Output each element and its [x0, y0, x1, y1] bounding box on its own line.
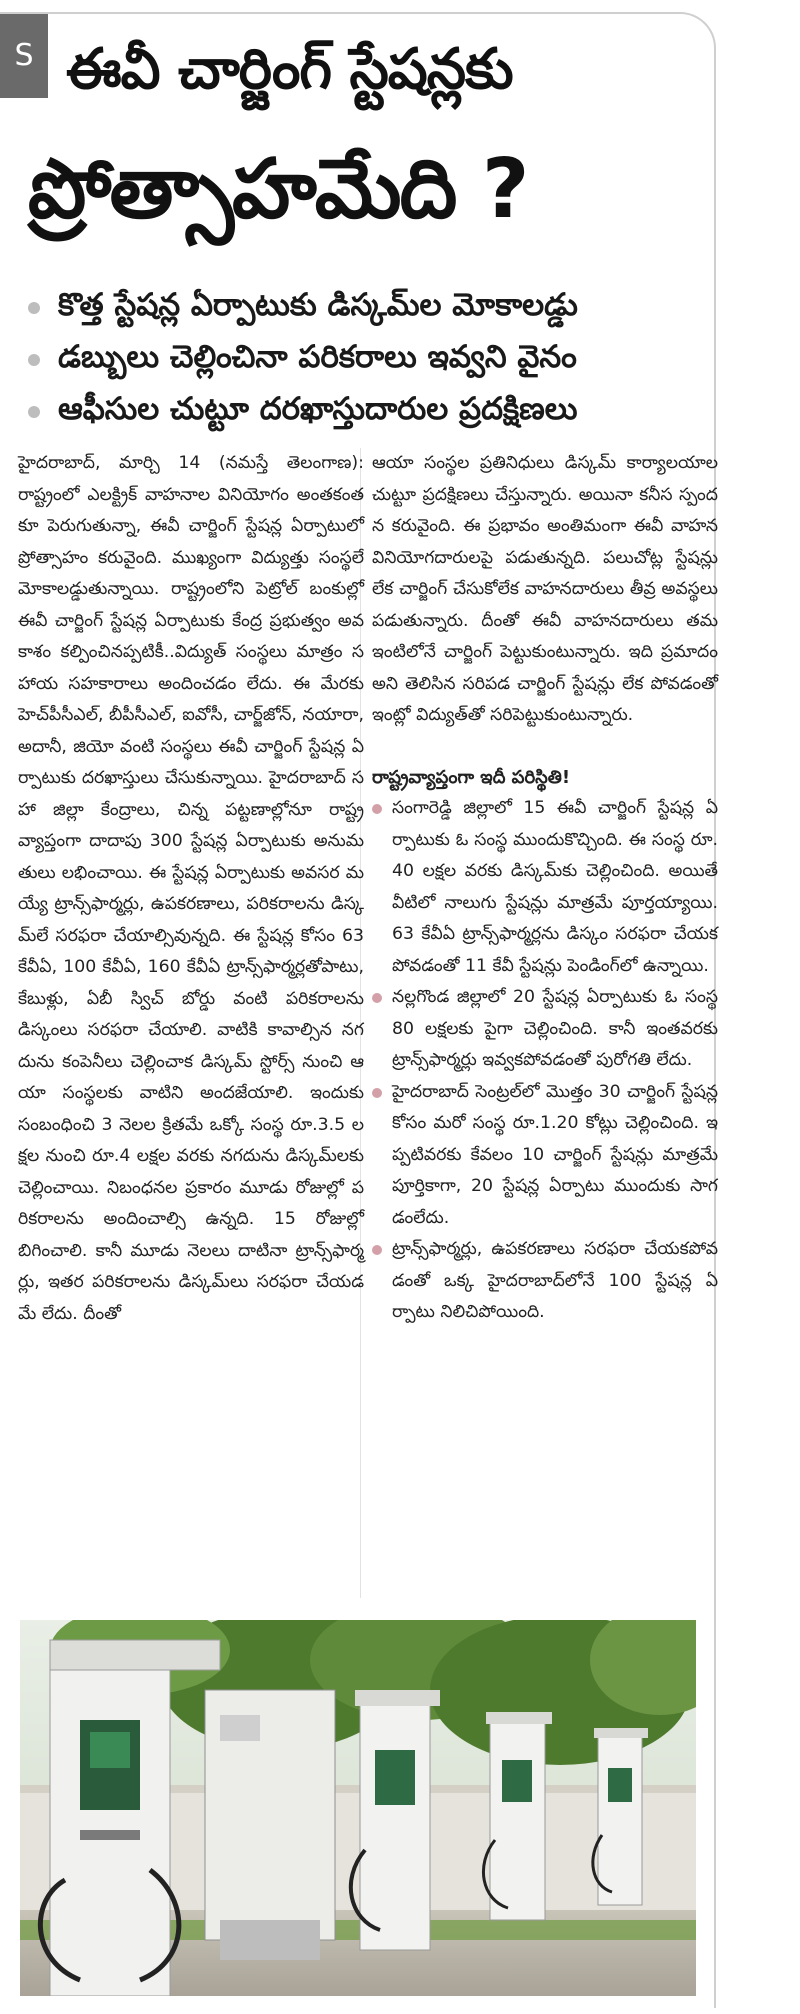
- section-tab: S: [0, 14, 48, 98]
- article-body-text: హైదరాబాద్, మార్చి 14 (నమస్తే తెలంగాణ): రాష్ట్రంలో ఎలక్ట్రిక్ వాహనాల వినియోగం అంతకంతకూ పెరుగుతున్నా, ఈవీ చార్జింగ్ స్టేషన్ల ఏర్పాటులో ప్రోత్సాహం కరువైంది. ముఖ్యంగా విద్యుత్తు సంస్థలే మోకాలడ్డుతున్నాయి. రాష్ట్రంలోని పెట్రోల్ బంకుల్లో ఈవీ చార్జింగ్ స్టేషన్ల ఏర్పాటుకు కేంద్ర ప్రభుత్వం అవకాశం కల్పించినప్పటికీ..విద్యుత్ సంస్థలు మాత్రం సహాయ సహకారాలు అందించడం లేదు. ఈ మేరకు హెచ్‌పీసీఎల్, బీపీసీఎల్, ఐవోసీ, చార్జ్‌జోన్, నయారా, అదానీ, జియో వంటి సంస్థలు ఈవీ చార్జింగ్ స్టేషన్ల ఏర్పాటుకు దరఖాస్తులు చేసుకున్నాయి. హైదరాబాద్ సహా జిల్లా కేంద్రాలు, చిన్న పట్టణాల్లోనూ రాష్ట్రవ్యాప్తంగా దాదాపు 300 స్టేషన్ల ఏర్పాటుకు అనుమతులు లభించాయి. ఈ స్టేషన్ల ఏర్పాటుకు అవసర మయ్యే ట్రాన్స్‌ఫార్మర్లు, ఉపకరణాలు, పరికరాలను డిస్కమ్‌లే సరఫరా చేయాల్సివున్నది. ఈ స్టేషన్ల కోసం 63 కేవీఏ, 100 కేవీఏ, 160 కేవీఏ ట్రాన్స్‌ఫార్మర్లతోపాటు, కేబుళ్లు, ఏబీ స్విచ్ బోర్డు వంటి పరికరాలను డిస్కంలు సరఫరా చేయాలి. వాటికి కావాల్సిన నగదును కంపెనీలు చెల్లించాక డిస్కమ్ స్టోర్స్ నుంచి ఆయా సంస్థలకు వాటిని అందజేయాలి. ఇందుకు సంబంధించి 3 నెలల క్రితమే ఒక్కో సంస్థ రూ.3.5 లక్షల నుంచి రూ.4 లక్షల వరకు నగదును డిస్కమ్‌లకు చెల్లించాయి. నిబంధనల ప్రకారం మూడు రోజుల్లో పరికరాలను అందించాల్సి ఉన్నది. 15 రోజుల్లో బిగించాలి. కానీ మూడు నెలలు దాటినా ట్రాన్స్‌ఫార్మర్లు, ఇతర పరికరాలను డిస్కమ్‌లు సరఫరా చేయడమే లేదు. దీంతో: [18, 453, 364, 1324]
- summary-bullet-text: కొత్త స్టేషన్ల ఏర్పాటుకు డిస్కమ్‌ల మోకాలడ్డు: [58, 286, 578, 323]
- summary-bullets: [24, 282, 694, 438]
- bullet-dot-icon: [372, 804, 382, 814]
- bullet-dot-icon: [28, 406, 40, 418]
- list-item: [372, 1077, 718, 1235]
- headline-line-2: ప్రోత్సాహమేది ?: [28, 142, 528, 237]
- charger-unit: [483, 1712, 552, 1920]
- article-column-left: [18, 448, 364, 1330]
- bullet-dot-icon: [28, 302, 40, 314]
- bullet-dot-icon: [372, 993, 382, 1003]
- list-item-text: హైదరాబాద్ సెంట్రల్‌లో మొత్తం 30 చార్జింగ్ స్టేషన్ల కోసం మరో సంస్థ రూ.1.20 కోట్లు చెల్లించింది. ఇప్పటివరకు కేవలం 10 చార్జింగ్ స్టేషన్లు మాత్రమే పూర్తికాగా, 20 స్టేషన్ల ఏర్పాటు ముందుకు సాగడంలేదు.: [392, 1081, 718, 1228]
- charger-unit: [593, 1728, 648, 1905]
- electrical-box: [205, 1690, 335, 1960]
- bullet-dot-icon: [372, 1088, 382, 1098]
- bullet-dot-icon: [28, 354, 40, 366]
- charger-unit: [351, 1690, 440, 1950]
- list-item: [372, 793, 718, 982]
- summary-bullet-text: డబ్బులు చెల్లించినా పరికరాలు ఇవ్వని వైనం: [58, 338, 577, 375]
- summary-bullet: [24, 386, 694, 438]
- list-item-text: ట్రాన్స్‌ఫార్మర్లు, ఉపకరణాలు సరఫరా చేయకపోవడంతో ఒక్క హైదరాబాద్‌లోనే 100 స్టేషన్ల ఏర్పాటు నిలిచిపోయింది.: [392, 1239, 718, 1322]
- headline-line-1: ఈవీ చార్జింగ్ స్టేషన్లకు: [66, 37, 513, 102]
- summary-bullet: [24, 282, 694, 334]
- list-item: [372, 1234, 718, 1329]
- ev-charging-stations-photo: [20, 1620, 696, 1996]
- article-column-right: [372, 448, 718, 1329]
- section-subheading: రాష్ట్రవ్యాప్తంగా ఇదీ పరిస్థితి!: [372, 766, 571, 788]
- bullet-dot-icon: [372, 1245, 382, 1255]
- list-item-text: నల్లగొండ జిల్లాలో 20 స్టేషన్ల ఏర్పాటుకు ఓ సంస్థ 80 లక్షలకు పైగా చెల్లించింది. కానీ ఇంతవరకు ట్రాన్స్‌ఫార్మర్లు ఇవ్వకపోవడంతో పురోగతి లేదు.: [392, 987, 718, 1070]
- summary-bullet: [24, 334, 694, 386]
- list-item: [372, 982, 718, 1077]
- list-item-text: సంగారెడ్డి జిల్లాలో 15 ఈవీ చార్జింగ్ స్టేషన్ల ఏర్పాటుకు ఓ సంస్థ ముందుకొచ్చింది. ఈ సంస్థ రూ.40 లక్షల వరకు డిస్కమ్‌కు చెల్లించింది. అయితే వీటిలో నాలుగు స్టేషన్లు మాత్రమే పూర్తయ్యాయి. 63 కేవీఏ ట్రాన్స్‌ఫార్మర్లను డిస్కం సరఫరా చేయకపోవడంతో 11 కేవీ స్టేషన్లు పెండింగ్‌లో ఉన్నాయి.: [392, 798, 718, 976]
- article-body-text: ఆయా సంస్థల ప్రతినిధులు డిస్కమ్ కార్యాలయాల చుట్టూ ప్రదక్షిణలు చేస్తున్నారు. అయినా కనీస స్పందన కరువైంది. ఈ ప్రభావం అంతిమంగా ఈవీ వాహన వినియోగదారులపై పడుతున్నది. పలుచోట్ల స్టేషన్లు లేక చార్జింగ్ చేసుకోలేక వాహనదారులు తీవ్ర అవస్థలు పడుతున్నారు. దీంతో ఈవీ వాహనదారులు తమ ఇంటిలోనే చార్జింగ్ పెట్టుకుంటున్నారు. ఇది ప్రమాదం అని తెలిసిన సరిపడ చార్జింగ్ స్టేషన్లు లేక పోవడంతో ఇంట్లో విద్యుత్‌తో సరిపెట్టుకుంటున్నారు.: [372, 453, 718, 725]
- summary-bullet-text: ఆఫీసుల చుట్టూ దరఖాస్తుదారుల ప్రదక్షిణలు: [58, 390, 578, 427]
